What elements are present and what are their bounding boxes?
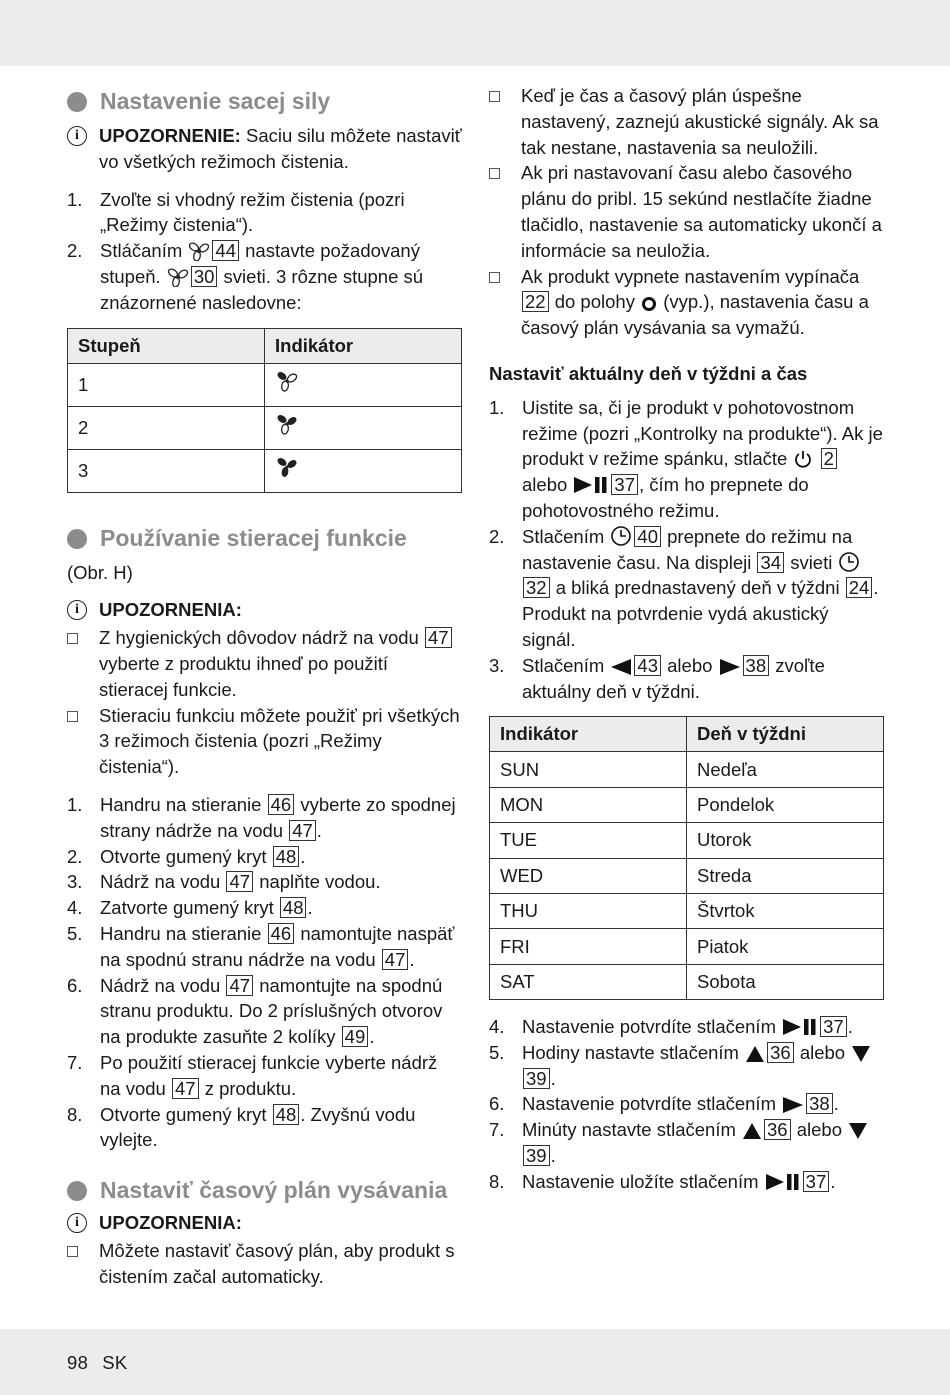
play-pause-icon <box>573 475 609 495</box>
table-header-row <box>68 328 462 363</box>
ref-number: 39 <box>523 1145 550 1166</box>
down-arrow-icon <box>848 1122 868 1140</box>
fan-level-1-icon <box>275 370 299 392</box>
fan-level-2-icon <box>275 413 299 435</box>
ref-number: 47 <box>289 820 316 841</box>
column-header: Indikátor <box>265 328 462 363</box>
ref-number: 47 <box>172 1078 199 1099</box>
right-arrow-icon <box>719 658 741 676</box>
note-schedule <box>67 1210 462 1236</box>
time-steps <box>489 1014 884 1195</box>
list-item: 2. Otvorte gumený kryt 48 . <box>67 845 306 867</box>
ref-number: 30 <box>191 266 218 287</box>
ref-number: 34 <box>757 552 784 573</box>
section-heading-schedule: Nastaviť časový plán vysávania <box>67 1175 462 1206</box>
ref-number: 47 <box>425 627 452 648</box>
ref-number: 40 <box>634 526 661 547</box>
list-item: 2. Stlačením 40 prepnete do režimu na nastavenie času. Na displeji 34 svieti 32 a bliká prednastavený deň v týždni 24 . Produkt na potvrdenie vydá akustický signál. <box>489 525 879 650</box>
ref-number: 37 <box>611 474 638 495</box>
column-header: Stupeň <box>68 328 265 363</box>
page-number: 98 <box>67 1352 89 1373</box>
ref-number: 36 <box>764 1119 791 1140</box>
mopping-notes <box>67 625 462 780</box>
header-band <box>0 0 950 66</box>
fan-icon <box>188 241 210 261</box>
list-item: 7. Po použití stieracej funkcie vyberte nádrž na vodu 47 z produktu. <box>67 1051 438 1099</box>
table-row: WED Streda <box>490 858 884 893</box>
list-item: 3. Stlačením 43 alebo 38 zvoľte aktuálny deň v týždni. <box>489 654 825 702</box>
play-pause-icon <box>765 1172 801 1192</box>
ref-number: 46 <box>268 923 295 944</box>
info-icon: i <box>67 1213 87 1233</box>
list-item: 8. Nastavenie uložíte stlačením 37 . <box>489 1170 836 1192</box>
note-label: UPOZORNENIE: <box>99 125 241 146</box>
page-footer <box>67 1350 127 1376</box>
bullet-dot-icon <box>67 529 87 549</box>
info-icon: i <box>67 600 87 620</box>
checkbox-icon <box>489 168 500 179</box>
mopping-steps <box>67 792 462 1153</box>
left-column <box>67 80 462 1290</box>
fan-level-3-icon <box>275 456 299 478</box>
table-row: SUN Nedeľa <box>490 752 884 787</box>
list-item: 5. Hodiny nastavte stlačením 36 alebo 39 . <box>489 1040 884 1092</box>
ref-number: 39 <box>523 1068 550 1089</box>
schedule-notes-continued <box>489 83 884 341</box>
column-header: Indikátor <box>490 717 687 752</box>
ref-number: 24 <box>846 577 873 598</box>
list-item: 2. Stláčaním 44 nastavte požadovaný stupeň. 30 svieti. 3 rôzne stupne sú znázornené nasledovne: <box>67 240 424 313</box>
left-arrow-icon <box>610 658 632 676</box>
schedule-notes <box>67 1238 462 1290</box>
ref-number: 49 <box>342 1026 369 1047</box>
checkbox-icon <box>67 633 78 644</box>
list-item: 3. Nádrž na vodu 47 naplňte vodou. <box>67 871 381 893</box>
suction-table <box>67 328 462 493</box>
play-pause-icon <box>782 1017 818 1037</box>
list-item: Stieraciu funkciu môžete použiť pri všetkých 3 režimoch čistenia (pozri „Režimy čistenia“). <box>67 703 462 780</box>
up-arrow-icon <box>742 1122 762 1140</box>
ref-number: 47 <box>226 975 253 996</box>
list-item: Ak pri nastavovaní času alebo časového plánu do pribl. 15 sekúnd nestlačíte žiadne tlačidlo, nastavenie sa automaticky ukončí a informácie sa neuložia. <box>489 160 884 263</box>
checkbox-icon <box>67 711 78 722</box>
ref-number: 44 <box>212 240 239 261</box>
language-code: SK <box>102 1352 128 1373</box>
note-text: Saciu silu môžete nastaviť vo všetkých režimoch čistenia. <box>99 125 462 172</box>
list-item: 7. Minúty nastavte stlačením 36 alebo 39 . <box>489 1117 884 1169</box>
note-mopping <box>67 597 462 623</box>
power-icon <box>793 449 813 469</box>
bullet-dot-icon <box>67 1181 87 1201</box>
section-heading-suction: Nastavenie sacej sily <box>67 86 462 117</box>
table-header-row <box>490 717 884 752</box>
clock-icon <box>838 551 860 573</box>
list-item: 4. Nastavenie potvrdíte stlačením 37 . <box>489 1016 853 1038</box>
list-item: 6. Nastavenie potvrdíte stlačením 38 . <box>489 1093 839 1115</box>
subheading-day-time: Nastaviť aktuálny deň v týždni a čas <box>489 362 808 384</box>
list-item: Ak produkt vypnete nastavením vypínača 22 do polohy (vyp.), nastavenia času a časový plán vysávania sa vymažú. <box>489 264 884 341</box>
note-label: UPOZORNENIA: <box>99 599 242 621</box>
ref-number: 22 <box>522 291 549 312</box>
info-icon: i <box>67 126 87 146</box>
section-heading-mopping: Používanie stieracej funkcie <box>67 523 462 554</box>
list-item: 5. Handru na stieranie 46 namontujte naspäť na spodnú stranu nádrže na vodu 47 . <box>67 922 455 970</box>
note-suction <box>67 123 462 175</box>
list-item: 1. Uistite sa, či je produkt v pohotovostnom režime (pozri „Kontrolky na produkte“). Ak je produkt v režime spánku, stlačte 2 alebo 37 , čím ho prepnete do pohotovostného režimu. <box>489 396 883 521</box>
bullet-dot-icon <box>67 92 87 112</box>
weekday-table <box>489 716 884 1000</box>
ref-number: 48 <box>273 846 300 867</box>
ref-number: 37 <box>820 1016 847 1037</box>
column-header: Deň v týždni <box>687 717 884 752</box>
ref-number: 47 <box>382 949 409 970</box>
list-item: Z hygienických dôvodov nádrž na vodu 47 vyberte z produktu ihneď po použití stieracej funkcie. <box>67 625 462 702</box>
table-row: FRI Piatok <box>490 929 884 964</box>
clock-icon <box>610 525 632 547</box>
ref-number: 38 <box>743 655 770 676</box>
checkbox-icon <box>489 91 500 102</box>
ref-number: 43 <box>634 655 661 676</box>
list-item: Môžete nastaviť časový plán, aby produkt s čistením začal automaticky. <box>67 1238 462 1290</box>
ref-number: 38 <box>806 1093 833 1114</box>
day-time-steps <box>489 395 884 705</box>
list-item: 4. Zatvorte gumený kryt 48 . <box>67 897 313 919</box>
footer-band <box>0 1329 950 1395</box>
table-row: 1 <box>68 363 462 406</box>
suction-steps <box>67 187 462 316</box>
down-arrow-icon <box>851 1045 871 1063</box>
table-row: SAT Sobota <box>490 964 884 999</box>
ref-number: 48 <box>280 897 307 918</box>
note-label: UPOZORNENIA: <box>99 1212 242 1234</box>
right-column <box>489 80 884 1195</box>
ref-number: 36 <box>767 1042 794 1063</box>
checkbox-icon <box>67 1246 78 1257</box>
ref-number: 48 <box>273 1104 300 1125</box>
table-row: 2 <box>68 406 462 449</box>
table-row: TUE Utorok <box>490 823 884 858</box>
ref-number: 32 <box>523 577 550 598</box>
right-arrow-icon <box>782 1096 804 1114</box>
list-item: 1. Handru na stieranie 46 vyberte zo spodnej strany nádrže na vodu 47 . <box>67 793 456 841</box>
table-row: 3 <box>68 449 462 492</box>
table-row: MON Pondelok <box>490 787 884 822</box>
ref-number: 2 <box>821 448 837 469</box>
off-circle-icon <box>641 296 657 312</box>
list-item: Keď je čas a časový plán úspešne nastavený, zaznejú akustické signály. Ak sa tak nestane, nastavenia sa neuložili. <box>489 83 884 160</box>
fan-icon <box>167 267 189 287</box>
ref-number: 46 <box>268 794 295 815</box>
checkbox-icon <box>489 272 500 283</box>
table-row: THU Štvrtok <box>490 893 884 928</box>
ref-number: 47 <box>226 871 253 892</box>
figure-reference: (Obr. H) <box>67 561 133 583</box>
list-item: 8. Otvorte gumený kryt 48 . Zvyšnú vodu vylejte. <box>67 1103 416 1151</box>
list-item: 1. Zvoľte si vhodný režim čistenia (pozri „Režimy čistenia“). <box>67 188 405 236</box>
list-item: 6. Nádrž na vodu 47 namontujte na spodnú stranu produktu. Do 2 príslušných otvorov na produkte zasuňte 2 kolíky 49 . <box>67 974 443 1048</box>
up-arrow-icon <box>745 1045 765 1063</box>
ref-number: 37 <box>803 1171 830 1192</box>
